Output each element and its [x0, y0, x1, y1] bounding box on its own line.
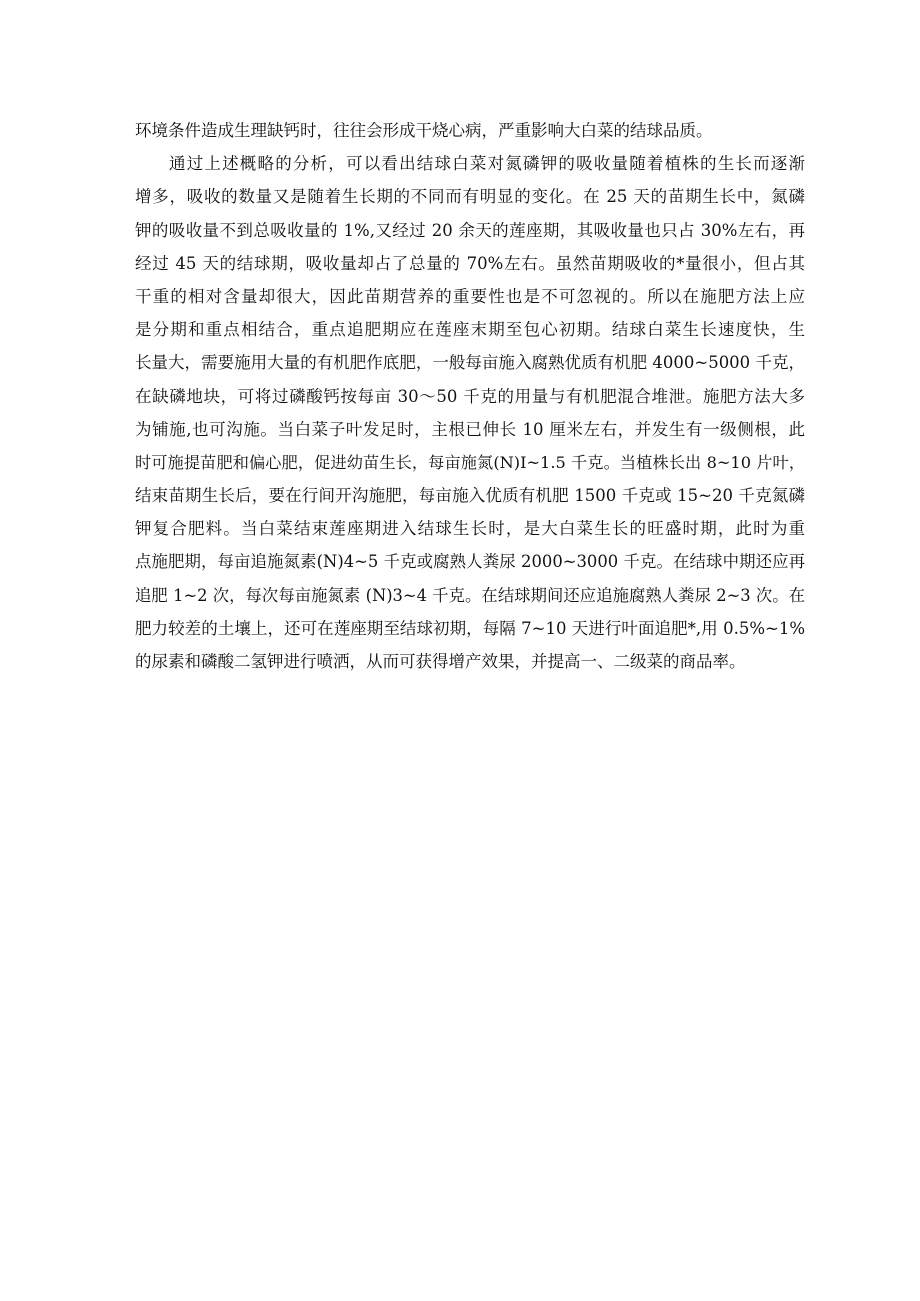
paragraph-line: 通过上述概略的分析，可以看出结球白菜对氮磷钾的吸收量随着植株的生长而逐渐	[169, 154, 805, 174]
paragraph-line: 时可施提苗肥和偏心肥，促进幼苗生长，每亩施氮(N)I~1.5 千克。当植株长出 8~10 片叶，	[135, 452, 805, 472]
paragraph-line: 在缺磷地块，可将过磷酸钙按每亩 30～50 千克的用量与有机肥混合堆泄。施肥方法大多	[135, 386, 805, 406]
paragraph-line: 结束苗期生长后，要在行间开沟施肥，每亩施入优质有机肥 1500 千克或 15~20 千克氮磷	[135, 486, 805, 506]
paragraph-line: 的尿素和磷酸二氢钾进行喷洒，从而可获得增产效果，并提高一、二级菜的商品率。	[135, 652, 746, 671]
paragraph-line: 追肥 1~2 次，每次每亩施氮素 (N)3~4 千克。在结球期间还应追施腐熟人粪尿 2~3 次。在	[135, 585, 805, 605]
paragraph-line: 长量大，需要施用大量的有机肥作底肥，一般每亩施入腐熟优质有机肥 4000~5000 千克，	[135, 353, 805, 373]
paragraph-line: 钾的吸收量不到总吸收量的 1%,又经过 20 余天的莲座期，其吸收量也只占 30%左右，再	[135, 220, 805, 240]
paragraph-line: 为铺施,也可沟施。当白菜子叶发足时，主根已伸长 10 厘米左右，并发生有一级侧根，此	[135, 419, 805, 439]
paragraph-2	[135, 147, 805, 678]
paragraph-line: 经过 45 天的结球期，吸收量却占了总量的 70%左右。虽然苗期吸收的*量很小，但占其	[135, 253, 805, 273]
paragraph-line: 环境条件造成生理缺钙时，往往会形成干烧心病，严重影响大白菜的结球品质。	[135, 121, 713, 140]
paragraph-line: 干重的相对含量却很大，因此苗期营养的重要性也是不可忽视的。所以在施肥方法上应	[135, 286, 805, 306]
paragraph-line: 增多，吸收的数量又是随着生长期的不同而有明显的变化。在 25 天的苗期生长中，氮磷	[135, 187, 805, 207]
paragraph-line: 是分期和重点相结合，重点追肥期应在莲座末期至包心初期。结球白菜生长速度快，生	[135, 320, 805, 340]
document-body	[135, 114, 805, 678]
paragraph-line: 肥力较差的土壤上，还可在莲座期至结球初期，每隔 7~10 天进行叶面追肥*,用 0.5%~1%	[135, 618, 805, 638]
paragraph-line: 点施肥期，每亩追施氮素(N)4~5 千克或腐熟人粪尿 2000~3000 千克。在结球中期还应再	[135, 552, 805, 572]
paragraph-1	[135, 114, 805, 147]
paragraph-line: 钾复合肥料。当白菜结束莲座期进入结球生长时，是大白菜生长的旺盛时期，此时为重	[135, 519, 805, 539]
